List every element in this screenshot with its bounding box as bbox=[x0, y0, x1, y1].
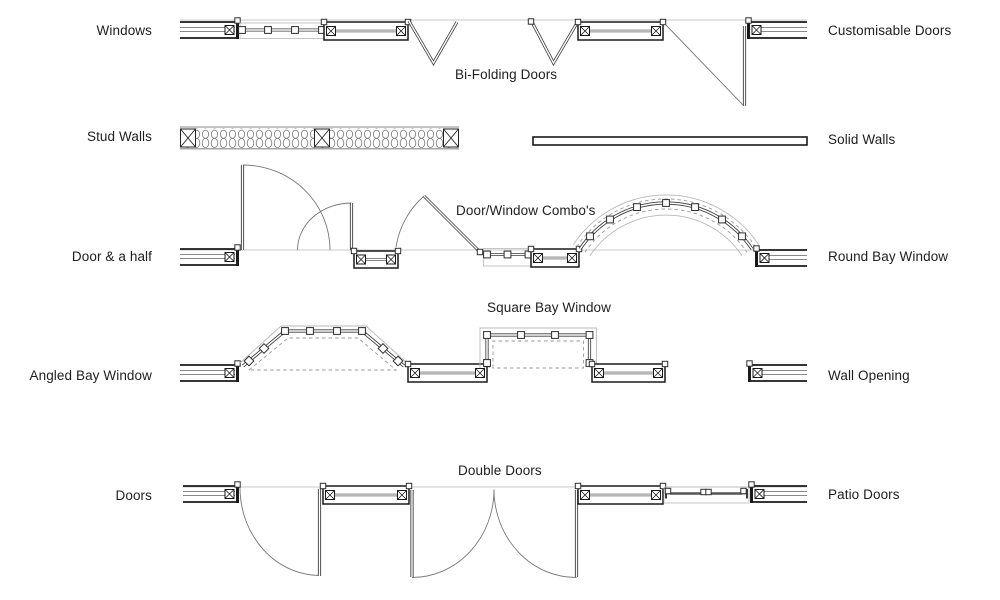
x-brace-icon bbox=[652, 491, 661, 500]
wall-segment bbox=[180, 361, 240, 382]
x-brace-icon bbox=[225, 26, 234, 35]
label-round-bay-window: Round Bay Window bbox=[828, 249, 949, 264]
label-double-doors: Double Doors bbox=[458, 463, 542, 478]
x-brace-icon bbox=[534, 254, 543, 263]
wall-segment-boxed bbox=[320, 483, 411, 504]
round-bay-window-symbol bbox=[573, 195, 758, 256]
label-customisable-doors: Customisable Doors bbox=[828, 23, 952, 38]
door-swing-arc bbox=[412, 490, 494, 578]
x-brace-icon bbox=[398, 491, 407, 500]
wall-segment-boxed bbox=[575, 483, 665, 504]
label-door-window-combos: Door/Window Combo's bbox=[456, 203, 596, 218]
wall-segment-boxed bbox=[528, 246, 581, 267]
x-brace-icon bbox=[595, 369, 604, 378]
label-solid-walls: Solid Walls bbox=[828, 132, 896, 147]
square-bay-window-symbol bbox=[480, 328, 597, 368]
x-brace-icon bbox=[327, 27, 336, 36]
stud-wall-symbol bbox=[180, 127, 459, 149]
door-swing-arc bbox=[494, 490, 577, 578]
x-brace-icon bbox=[581, 491, 590, 500]
x-brace-icon bbox=[753, 369, 762, 378]
row-bays-opening bbox=[180, 326, 807, 382]
wall-segment bbox=[746, 18, 807, 39]
door-swing-arc bbox=[396, 196, 424, 247]
wall-segment bbox=[754, 246, 807, 267]
x-brace-icon bbox=[397, 27, 406, 36]
x-brace-icon bbox=[225, 490, 234, 499]
row-windows bbox=[180, 18, 807, 106]
wall-segment bbox=[749, 482, 807, 503]
x-brace-icon bbox=[652, 27, 661, 36]
wall-segment-boxed bbox=[589, 361, 667, 382]
wall-segment bbox=[180, 18, 240, 39]
wall-segment-boxed bbox=[575, 19, 665, 40]
x-brace-icon bbox=[568, 254, 577, 263]
wall-segment bbox=[180, 245, 240, 266]
stud-x-icon bbox=[181, 129, 196, 147]
bi-folding-door-symbol bbox=[528, 19, 577, 63]
x-brace-icon bbox=[387, 255, 396, 264]
label-angled-bay-window: Angled Bay Window bbox=[29, 368, 152, 383]
bi-folding-door-symbol bbox=[409, 21, 457, 63]
wall-segment bbox=[747, 361, 807, 382]
x-brace-icon bbox=[581, 27, 590, 36]
door-swing-arc bbox=[243, 165, 330, 250]
stud-x-icon bbox=[444, 129, 459, 147]
door-and-a-half-symbol bbox=[243, 165, 352, 250]
x-brace-icon bbox=[752, 26, 761, 35]
label-doors: Doors bbox=[115, 488, 152, 503]
door-swing-line bbox=[665, 24, 743, 105]
double-doors-symbol bbox=[412, 490, 577, 578]
x-brace-icon bbox=[476, 369, 485, 378]
row-doors bbox=[183, 482, 807, 578]
wall-segment bbox=[183, 482, 240, 503]
patio-doors-symbol bbox=[664, 487, 749, 503]
x-brace-icon bbox=[225, 369, 234, 378]
wall-segment-boxed bbox=[405, 361, 489, 382]
x-brace-icon bbox=[225, 253, 234, 262]
x-brace-icon bbox=[755, 490, 764, 499]
x-brace-icon bbox=[357, 255, 366, 264]
angled-bay-window-symbol bbox=[240, 326, 407, 370]
label-windows: Windows bbox=[96, 23, 152, 38]
wall-segment-boxed bbox=[321, 19, 410, 40]
label-stud-walls: Stud Walls bbox=[86, 129, 152, 144]
label-door-and-a-half: Door & a half bbox=[71, 249, 152, 264]
window-symbol bbox=[239, 23, 326, 39]
customisable-door-symbol bbox=[665, 24, 745, 106]
label-wall-opening: Wall Opening bbox=[828, 368, 910, 383]
solid-wall-symbol bbox=[533, 137, 807, 145]
label-square-bay-window: Square Bay Window bbox=[487, 300, 612, 315]
label-patio-doors: Patio Doors bbox=[828, 487, 900, 502]
x-brace-icon bbox=[326, 491, 335, 500]
wall-segment-boxed bbox=[351, 248, 400, 268]
door-swing-arc bbox=[298, 203, 352, 250]
x-brace-icon bbox=[760, 254, 769, 263]
single-door-symbol bbox=[240, 488, 320, 577]
x-brace-icon bbox=[654, 369, 663, 378]
door-swing-arc bbox=[240, 488, 320, 576]
label-bi-folding-doors: Bi-Folding Doors bbox=[455, 67, 558, 82]
x-brace-icon bbox=[411, 369, 420, 378]
stud-x-icon bbox=[315, 129, 330, 147]
